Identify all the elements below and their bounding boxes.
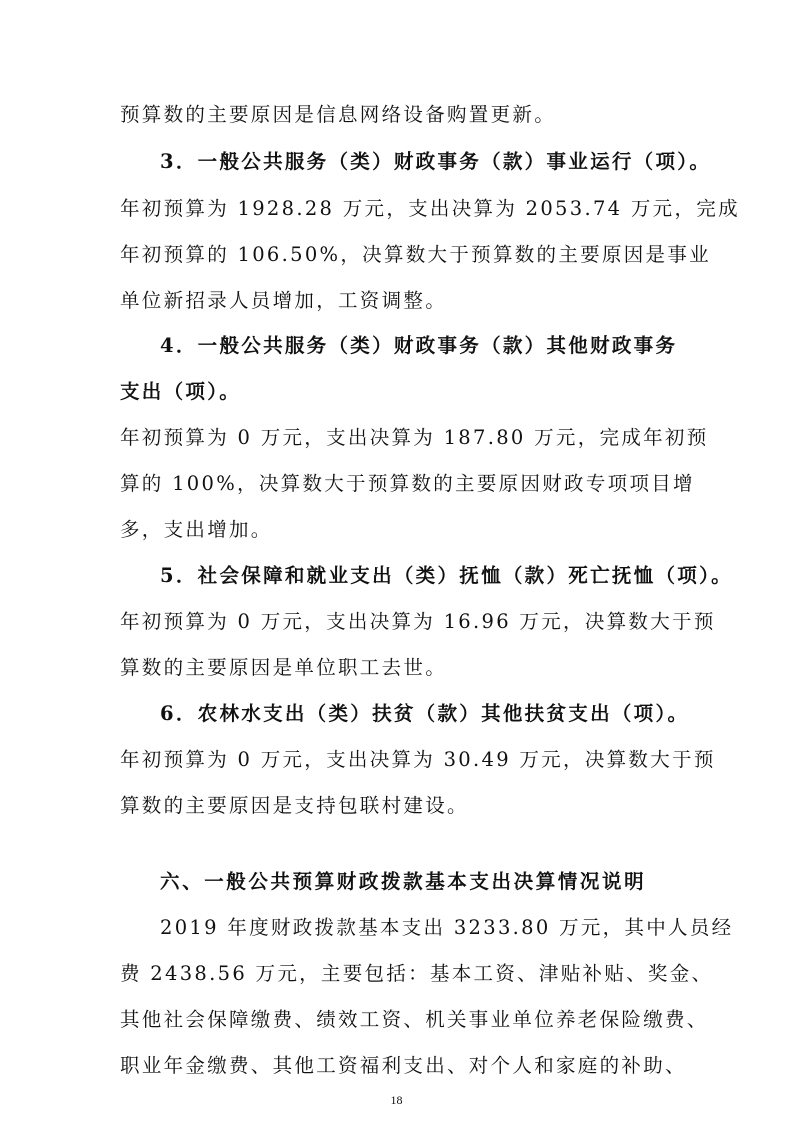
paragraph-line: 2019 年度财政拨款基本支出 3233.80 万元，其中人员经 xyxy=(160,916,734,939)
paragraph-line: 单位新招录人员增加，工资调整。 xyxy=(120,289,448,312)
paragraph-line: 其他社会保障缴费、绩效工资、机关事业单位养老保险缴费、 xyxy=(120,1008,709,1031)
paragraph-line: 职业年金缴费、其他工资福利支出、对个人和家庭的补助、 xyxy=(120,1054,687,1077)
paragraph-line: 年初预算的 106.50%，决算数大于预算数的主要原因是事业 xyxy=(120,243,711,266)
paragraph-line: 年初预算为 0 万元，支出决算为 187.80 万元，完成年初预 xyxy=(120,426,709,449)
paragraph-line: 年初预算为 1928.28 万元，支出决算为 2053.74 万元，完成 xyxy=(120,197,740,220)
page-number: 18 xyxy=(390,1093,403,1107)
item-5-title: 5．社会保障和就业支出（类）抚恤（款）死亡抚恤（项）。 xyxy=(160,564,733,587)
paragraph-line: 年初预算为 0 万元，支出决算为 30.49 万元，决算数大于预 xyxy=(120,748,716,771)
item-6-title: 6．农林水支出（类）扶贫（款）其他扶贫支出（项）。 xyxy=(160,702,690,725)
paragraph-line: 预算数的主要原因是信息网络设备购置更新。 xyxy=(120,103,557,126)
item-3-title: 3．一般公共服务（类）财政事务（款）事业运行（项）。 xyxy=(160,150,712,173)
item-4-title-continued: 支出（项）。 xyxy=(120,380,242,403)
paragraph-line: 费 2438.56 万元，主要包括：基本工资、津贴补贴、奖金、 xyxy=(120,962,714,985)
paragraph-line: 算的 100%，决算数大于预算数的主要原因财政专项项目增 xyxy=(120,472,695,495)
paragraph-line: 多，支出增加。 xyxy=(120,518,273,541)
paragraph-line: 算数的主要原因是支持包联村建设。 xyxy=(120,794,469,817)
paragraph-line: 年初预算为 0 万元，支出决算为 16.96 万元，决算数大于预 xyxy=(120,610,716,633)
paragraph-line: 算数的主要原因是单位职工去世。 xyxy=(120,656,448,679)
item-4-title: 4．一般公共服务（类）财政事务（款）其他财政事务 xyxy=(160,334,678,357)
section-heading: 六、一般公共预算财政拨款基本支出决算情况说明 xyxy=(160,870,647,893)
